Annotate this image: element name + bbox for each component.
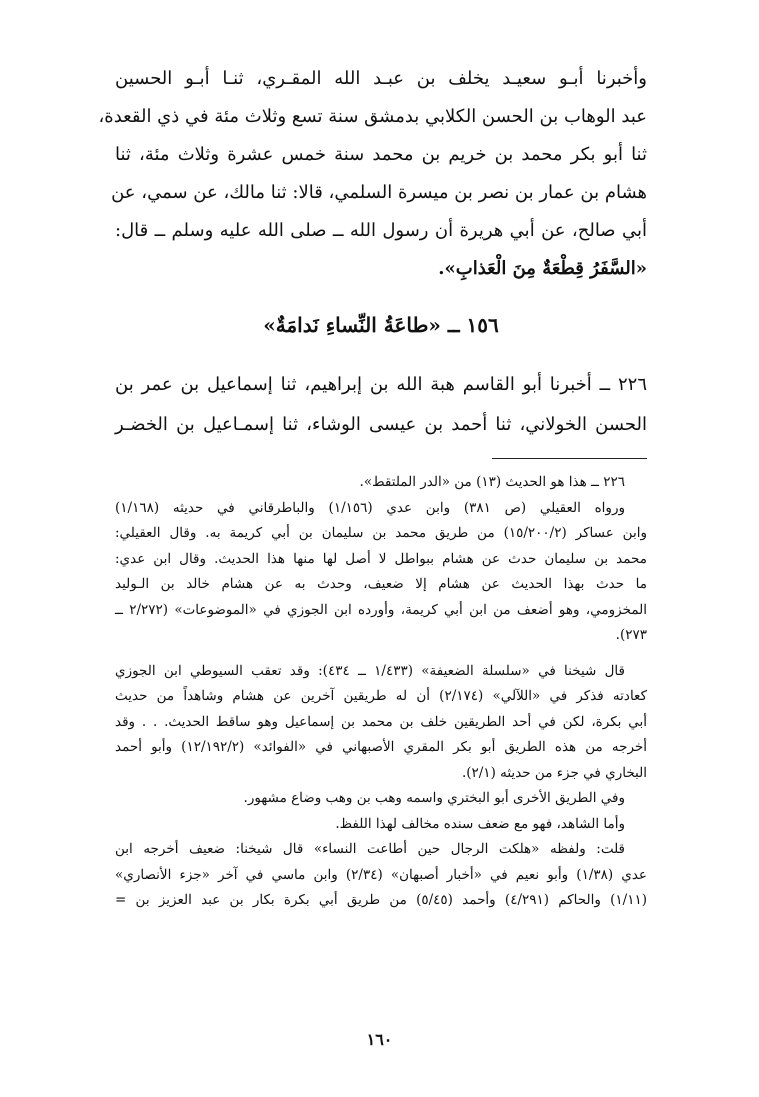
hadith-heading: ١٥٦ ــ «طاعَةُ النِّساءِ نَدامَةٌ» — [263, 313, 499, 337]
paragraph-gap — [115, 649, 647, 659]
footnote-line: (١/١١) والحاكم (٤/٢٩١) وأحمد (٥/٤٥) من طريق أبي بكرة بكار بن عبد العزيز بن = — [115, 892, 647, 908]
text-line: ٢٢٦ ــ أخبرنا أبو القاسم هبة الله بن إبراهيم، ثنا إسماعيل بن عمر بن — [115, 374, 647, 395]
footnote-line: عدي (١/٣٨) وأبو نعيم في «أخبار أصبهان» (٢/٣٤) وابن ماسي في آخر «جزء الأنصاري» — [115, 866, 647, 883]
hadith-chain-block — [115, 365, 647, 445]
hadith-text-block — [98, 60, 647, 288]
footnote-line: كعادته فذكر في «اللآلي» (٢/١٧٤) أن له طريقين آخرين عن هشام وشاهداً من حديث — [115, 688, 647, 704]
footnote-divider — [492, 458, 647, 459]
footnote-line: ٢٧٣). — [615, 627, 647, 643]
page-number: ١٦٠ — [366, 1030, 393, 1049]
text-line: هشام بن عمار بن نصر بن ميسرة السلمي، قالا: ثنا مالك، عن سمي، عن — [111, 182, 647, 203]
footnote-line: أخرجه من هذه الطريق أبو بكر المقري الأصبهاني في «الفوائد» (١٢/١٩٢/٢) وأبو أحمد — [115, 739, 647, 755]
footnote-line: المخزومي، وهو أضعف من ابن أبي كريمة، وأورده ابن الجوزي في «الموضوعات» (٢/٢٧٢ ــ — [115, 601, 648, 618]
text-line: «السَّفَرُ قِطْعَةٌ مِنَ الْعَذابِ». — [438, 258, 647, 279]
footnote-line: وأما الشاهد، فهو مع ضعف سنده مخالف لهذا اللفظ. — [335, 815, 625, 832]
footnote-line: أبي بكرة، لكن في أحد الطريقين خلف بن محمد بن إسماعيل وهو ساقط الحديث. . . وقد — [115, 713, 647, 730]
footnote-line: وابن عساكر (١٥/٢٠٠/٢) من طريق محمد بن سليمان بن أبي كريمة به. وقال العقيلي: — [115, 525, 647, 541]
footnote-line: البخاري في جزء من حديثه (٢/١). — [461, 764, 647, 781]
text-line: أبي صالح، عن أبي هريرة أن رسول الله ــ صلى الله عليه وسلم ــ قال: — [115, 220, 647, 241]
text-line: الحسن الخولاني، ثنا أحمد بن عيسى الوشاء، ثنا إسمـاعيل بن الخضـر — [115, 414, 648, 435]
footnote-line: قال شيخنا في «سلسلة الضعيفة» (١/٤٣٣ ــ ٤٣٤): وقد تعقب السيوطي ابن الجوزي — [115, 662, 625, 679]
footnote-line: وفي الطريق الأخرى أبو البختري واسمه وهب بن وهب وضاع مشهور. — [243, 790, 625, 806]
text-line: وأخبرنا أبـو سعيـد يخلف بن عبـد الله المقـري، ثنـا أبـو الحسين — [115, 68, 647, 89]
text-line: ثنا أبو بكر محمد بن خريم بن محمد سنة خمس عشرة وثلاث مئة، ثنا — [115, 144, 647, 165]
footnote-line: ورواه العقيلي (ص ٣٨١) وابن عدي (١/١٥٦) والباطرقاني في حديثه (١/١٦٨) — [115, 499, 625, 516]
footnotes-block — [115, 470, 647, 914]
text-line: عبد الوهاب بن الحسن الكلابي بدمشق سنة تسع وثلاث مئة في ذي القعدة، — [98, 106, 647, 127]
footnote-line: محمد بن سليمان حدث عن هشام ببواطل لا أصل لها منها هذا الحديث. وقال ابن عدي: — [115, 550, 647, 567]
footnote-line: ما حدث بهذا الحديث عن هشام إلا ضعيف، وحدث به عن هشام خالد بن الـوليد — [115, 576, 647, 592]
footnote-line: قلت: ولفظه «هلكت الرجال حين أطاعت النساء» قال شيخنا: ضعيف أخرجه ابن — [115, 841, 625, 857]
footnote-line: ٢٢٦ ــ هذا هو الحديث (١٣) من «الدر الملتقط». — [359, 474, 625, 490]
